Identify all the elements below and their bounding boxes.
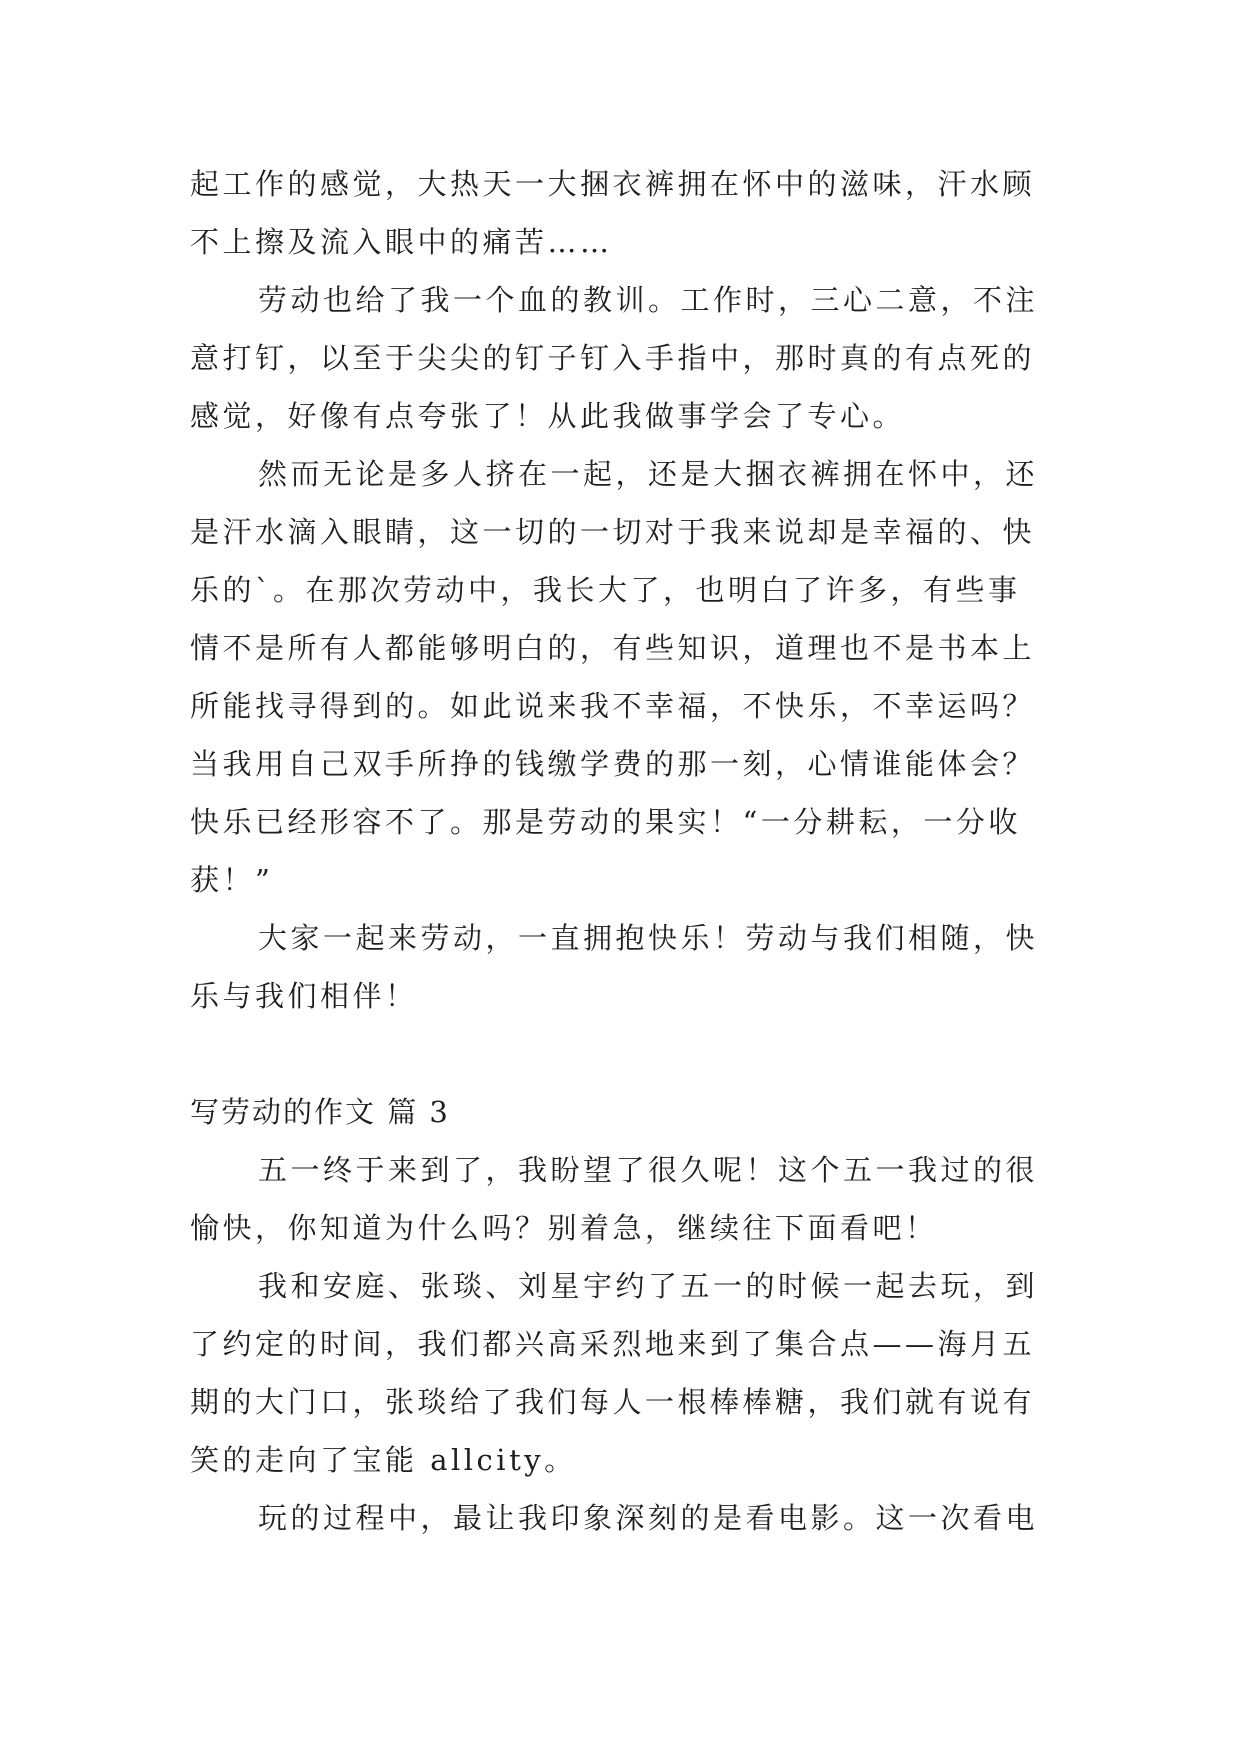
text-line: 然而无论是多人挤在一起，还是大捆衣裤拥在怀中，还 [258, 457, 1039, 491]
paragraph [190, 271, 1070, 445]
document-body [190, 155, 1070, 1547]
paragraph [190, 445, 1070, 909]
text-line: 五一终于来到了，我盼望了很久呢！这个五一我过的很 [258, 1153, 1039, 1187]
paragraph [190, 1141, 1070, 1257]
text-line: 笑的走向了宝能 allcity。 [190, 1443, 577, 1477]
text-line: 起工作的感觉，大热天一大捆衣裤拥在怀中的滋味，汗水顾 [190, 167, 1036, 201]
text-line: 不上擦及流入眼中的痛苦…… [190, 225, 613, 259]
text-line: 劳动也给了我一个血的教训。工作时，三心二意，不注 [258, 283, 1039, 317]
text-line: 乐的`。在那次劳动中，我长大了，也明白了许多，有些事 [190, 573, 1021, 607]
text-line: 了约定的时间，我们都兴高采烈地来到了集合点——海月五 [190, 1327, 1036, 1361]
paragraph [190, 909, 1070, 1025]
text-line: 意打钉，以至于尖尖的钉子钉入手指中，那时真的有点死的 [190, 341, 1036, 375]
heading-text: 写劳动的作文 篇 3 [190, 1095, 450, 1129]
text-line: 是汗水滴入眼睛，这一切的一切对于我来说却是幸福的、快 [190, 515, 1036, 549]
paragraph [190, 1257, 1070, 1489]
text-line: 我和安庭、张琰、刘星宇约了五一的时候一起去玩，到 [258, 1269, 1039, 1303]
text-line: 获！” [190, 863, 274, 897]
text-line: 当我用自己双手所挣的钱缴学费的那一刻，心情谁能体会？ [190, 747, 1036, 781]
text-line: 愉快，你知道为什么吗？别着急，继续往下面看吧！ [190, 1211, 938, 1245]
paragraph-continued [190, 155, 1070, 271]
paragraph [190, 1489, 1070, 1547]
text-line: 期的大门口，张琰给了我们每人一根棒棒糖，我们就有说有 [190, 1385, 1036, 1419]
text-line: 乐与我们相伴！ [190, 979, 418, 1013]
text-line: 快乐已经形容不了。那是劳动的果实！“一分耕耘，一分收 [190, 805, 1021, 839]
text-line: 玩的过程中，最让我印象深刻的是看电影。这一次看电 [258, 1501, 1039, 1535]
text-line: 感觉，好像有点夸张了！从此我做事学会了专心。 [190, 399, 906, 433]
text-line: 所能找寻得到的。如此说来我不幸福，不快乐，不幸运吗？ [190, 689, 1036, 723]
text-line: 情不是所有人都能够明白的，有些知识，道理也不是书本上 [190, 631, 1036, 665]
section-heading [190, 1083, 1070, 1141]
text-line: 大家一起来劳动，一直拥抱快乐！劳动与我们相随，快 [258, 921, 1039, 955]
